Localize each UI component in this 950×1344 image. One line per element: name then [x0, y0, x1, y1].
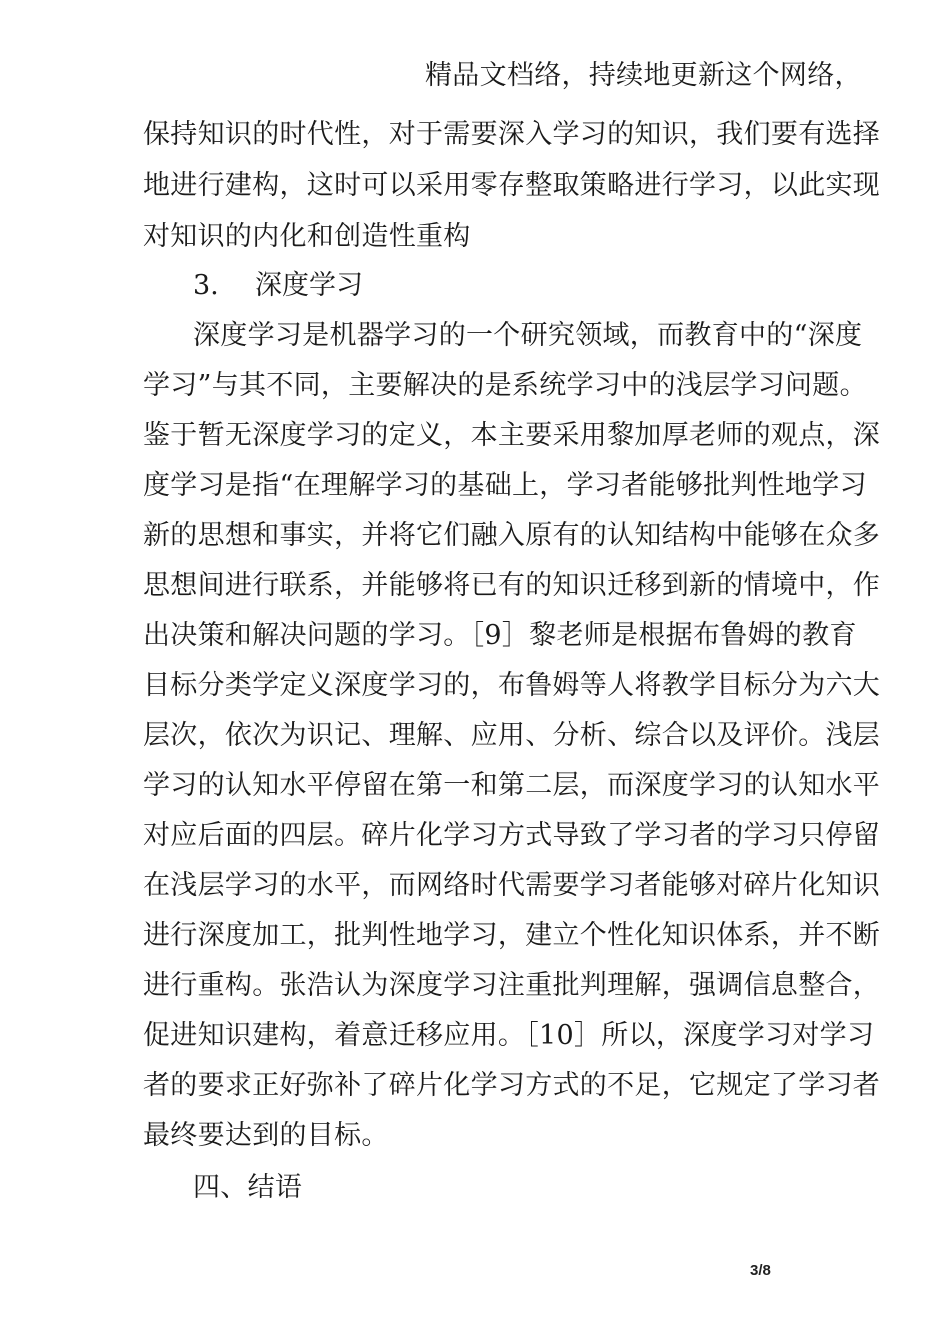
body-line-13: 进行深度加工，批判性地学习，建立个性化知识体系，并不断 — [143, 920, 881, 951]
body-line-9: 层次，依次为识记、理解、应用、分析、综合以及评价。浅层 — [143, 720, 881, 751]
body-line-1: 深度学习是机器学习的一个研究领域，而教育中的“深度 — [193, 320, 863, 351]
body-line-5: 新的思想和事实，并将它们融入原有的认知结构中能够在众多 — [143, 520, 881, 551]
body-line-8: 目标分类学定义深度学习的，布鲁姆等人将教学目标分为六大 — [143, 670, 881, 701]
page-number: 3/8 — [750, 1262, 771, 1279]
intro-line-3: 对知识的内化和创造性重构 — [143, 221, 471, 252]
header-text: 精品文档络，持续地更新这个网络， — [425, 60, 862, 91]
body-line-12: 在浅层学习的水平，而网络时代需要学习者能够对碎片化知识 — [143, 870, 881, 901]
body-line-15: 促进知识建构，着意迁移应用。［10］所以，深度学习对学习 — [143, 1020, 875, 1051]
body-line-10: 学习的认知水平停留在第一和第二层，而深度学习的认知水平 — [143, 770, 881, 801]
body-line-17: 最终要达到的目标。 — [143, 1120, 389, 1151]
body-line-3: 鉴于暂无深度学习的定义，本主要采用黎加厚老师的观点，深 — [143, 420, 881, 451]
section-title: 深度学习 — [255, 270, 363, 301]
conclusion-heading: 四、结语 — [193, 1172, 303, 1203]
intro-line-2: 地进行建构，这时可以采用零存整取策略进行学习，以此实现 — [143, 170, 881, 201]
section-number: 3. — [193, 270, 219, 301]
body-line-11: 对应后面的四层。碎片化学习方式导致了学习者的学习只停留 — [143, 820, 881, 851]
intro-line-1: 保持知识的时代性，对于需要深入学习的知识，我们要有选择 — [143, 119, 881, 150]
body-line-2: 学习”与其不同，主要解决的是系统学习中的浅层学习问题。 — [143, 370, 867, 401]
body-line-6: 思想间进行联系，并能够将已有的知识迁移到新的情境中，作 — [143, 570, 881, 601]
body-line-4: 度学习是指“在理解学习的基础上，学习者能够批判性地学习 — [143, 470, 867, 501]
body-line-16: 者的要求正好弥补了碎片化学习方式的不足，它规定了学习者 — [143, 1070, 881, 1101]
body-line-14: 进行重构。张浩认为深度学习注重批判理解，强调信息整合， — [143, 970, 881, 1001]
body-line-7: 出决策和解决问题的学习。［9］黎老师是根据布鲁姆的教育 — [143, 620, 857, 651]
